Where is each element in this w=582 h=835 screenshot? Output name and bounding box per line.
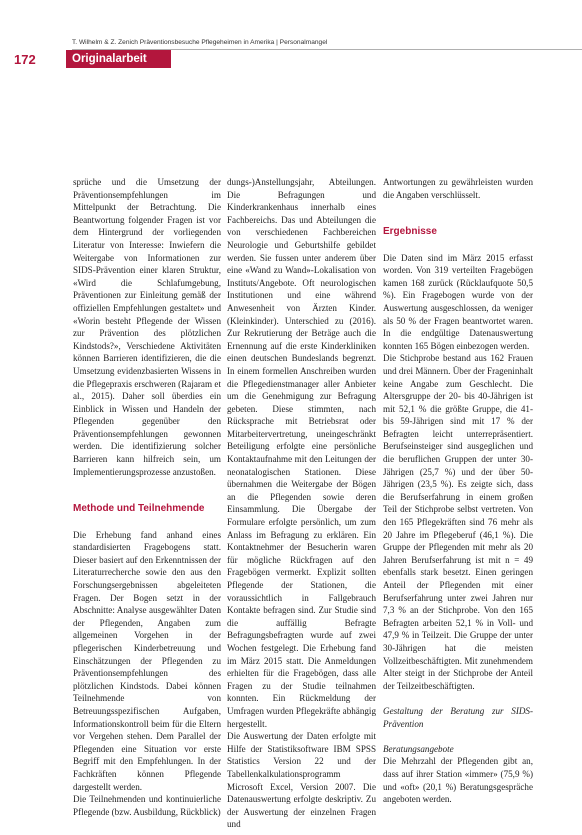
consultation-paragraph: Die Mehrzahl der Pflegenden gibt an, dass auf ihrer Station «immer» (75,9 %) und «oft» (20,1 %) Beratungsgespräche angeboten werden. [383, 756, 533, 805]
text-column-2 [227, 176, 376, 831]
section-label: Originalarbeit [66, 50, 171, 68]
text-column-3 [383, 176, 533, 806]
methods-paragraph: Die Erhebung fand anhand eines standardisierten Fragebogens statt. Dieser basiert auf den Erkenntnissen der Literaturrecherche sowie den aus den Forschungsergebnissen abgeleiteten Fragen. Der Bogen setzt in der Abschnitte: Analyse ausgewählter Daten der Pflegenden, Angaben zum allgemeinen Vorgehen in der pflegerischen Kinderbetreuung und Einschätzungen der Pflegenden zu Präventionsempfehlungen des plötzlichen Kindstods. Dabei können Teilnehmende von Betreuungsspezifischen Aufgaben, Informationskontroll beim für die Eltern vor Vergehen stehen. Dem Parallel der Pflegenden eine Situation vor erste Begriff mit den Empfehlungen. In der Fachkräften können Pflegende dargestellt werden. [73, 529, 221, 792]
heading-methods: Methode und Teilnehmende [73, 503, 205, 515]
subheading-consultation-offers: Beratungsangebote [383, 743, 454, 754]
heading-results: Ergebnisse [383, 226, 437, 238]
participants-paragraph: Die Teilnehmenden und kontinuierliche Pflegende (bzw. Ausbildung, Rückblick) [73, 794, 221, 817]
text-column-1 [73, 176, 221, 818]
analysis-paragraph: Die Auswertung der Daten erfolgte mit Hilfe der Statistiksoftware IBM SPSS Statistics Version 22 und der Tabellenkalkulationsprogramm Microsoft Excel, Version 2007. Die Datenauswertung erfolgte deskriptiv. Zu der Auswertung der einzelnen Fragen und [227, 731, 376, 830]
page-header [0, 0, 582, 92]
recruitment-paragraph: dungs-)Anstellungsjahr, Abteilungen. Die Befragungen und Kinderkrankenhaus innerhalb eines Fachbereichs. Das und Abteilungen die von verschiedenen Fachbereichen Neurologie und Geburtshilfe gebildet werden. Sie fussen unter anderem über eine «Wand zu Wand»-Lokalisation von Instituts/Angebote. Oft neurologischen Institutionen und eine während Anwesenheit von Ärzten Kinder. (Kleinkinder). Unterschied zu (2016). Zur Rekrutierung der Beträge auch die Ernennung auf die erste Kinderkliniken einen deutschen Bundeslands begrenzt. In einem formellen Anschreiben wurden die Pflegedienstmanager aller Anbieter um die Genehmigung zur Befragung gebeten. Diese stimmten, nach Rücksprache mit Betriebsrat oder Mitarbeitervertretung, uneingeschränkt Beteiligung erfolgte eine persönliche Kontaktaufnahme mit den Leitungen der neonatalogischen Stationen. Diese übernahmen die Weitergabe der Bögen an die Pflegenden sowie deren Einsammlung. Die Übergabe der Formulare erfolgte persönlich, um zum Anlass im Befragung zu erklären. Ein Kontaktnehmer der Besucherin waren für mögliche Rückfragen auf den Fragebögen vermerkt. Explizit sollten Pflegende der Stationen, die voraussichtlich in Fallgebrauch Kontakte befragen sind. Zur Studie sind die auffällig Befragte Befragungsbefragten wurde auf zwei Wochen festgelegt. Die Erhebung fand im März 2015 statt. Die Anmeldungen erhielten für die Fragebögen, dass alle Fragen zu der Studie teilnahmen konnten. Ein Rückmeldung der Umfragen wurden Pflegekräfte abhängig hergestellt. [227, 177, 376, 729]
intro-paragraph: sprüche und die Umsetzung der Präventionsempfehlungen im Mittelpunkt der Betrachtung. Die Beantwortung folgender Fragen ist vor dem Hintergrund der vorliegenden Literatur von Interesse: Inwiefern die Weitergabe von Informationen zur SIDS-Prävention einer klaren Struktur, «Wird die Schlafumgebung, Präventionen zur Einleitung gemäß der offiziellen Empfehlungen gestaltet» und «Worin besteht Pflegende der Wissen zur Prävention des plötzlichen Kindstods?», Verschiedene Aktivitäten können Barrieren identifizieren, die die Umsetzung evidenzbasierten Wissens in die Pflegepraxis erschweren (Rajaram et al., 2015). Daher soll überdies ein Einblick in Wissen und Handeln der Pflegenden gegenüber den Präventionsempfehlungen gewonnen werden. Die identifizierung solcher Barrieren kann hilfreich sein, um Implementierungsprozesse anzustoßen. [73, 177, 221, 477]
page-number: 172 [14, 52, 36, 67]
running-head: T. Wilhelm & Z. Zenich Präventionsbesuche Pflegeheimen in Amerika | Personalmangel [72, 39, 328, 46]
response-rate-paragraph: Die Daten sind im März 2015 erfasst worden. Von 319 verteilten Fragebögen kamen 168 zurück (Rücklaufquote 50,5 %). Ein Fragebogen wurde von der Auswertung ausgeschlossen, da weniger als 50 % der Fragen beantwortet waren. In die endgültige Datenauswertung konnten 165 Bögen einbezogen werden. [383, 252, 533, 351]
sample-paragraph: Die Stichprobe bestand aus 162 Frauen und drei Männern. Über der Frageninhalt keine Angabe zum Geschlecht. Die Altersgruppe der 20- bis 40-Jährigen ist mit 52,1 % die größte Gruppe, die 41- bis 59-Jährigen sind mit 17 % der Befragten leicht unterrepräsentiert. Berufseinsteiger sind ausgeglichen und die beruflichen Gruppen der unter 30-Jährigen (25,7 %) und der über 50-Jährigen (23,5 %). Es zeigte sich, dass die Berufserfahrung in einem großen Teil der Stichprobe selbst vertreten. Von den 165 Pflegekräften sind 76 mehr als 20 Jahre im Pflegeberuf (46,1 %). Die Gruppe der Pflegenden mit mehr als 20 Jahren Berufserfahrung ist mit n = 49 ebenfalls stark besetzt. Einen geringen Anteil der Pflegenden mit einer Berufserfahrung unter zwei Jahren nur 7,3 % an der Stichprobe. Von den 165 Befragten arbeiten 52,1 % in Voll- und 47,9 % in Teilzeit. Die Gruppe der unter 30-Jährigen hat die meisten Vollzeitbeschäftigten. Mit zunehmendem Alter steigt in der Stichprobe der Anteil der Teilzeitbeschäftigten. [383, 353, 533, 691]
subheading-consultation: Gestaltung der Beratung zur SIDS-Prävention [383, 705, 533, 729]
anonymization-paragraph: Antwortungen zu gewährleisten wurden die Angaben verschlüsselt. [383, 177, 533, 200]
